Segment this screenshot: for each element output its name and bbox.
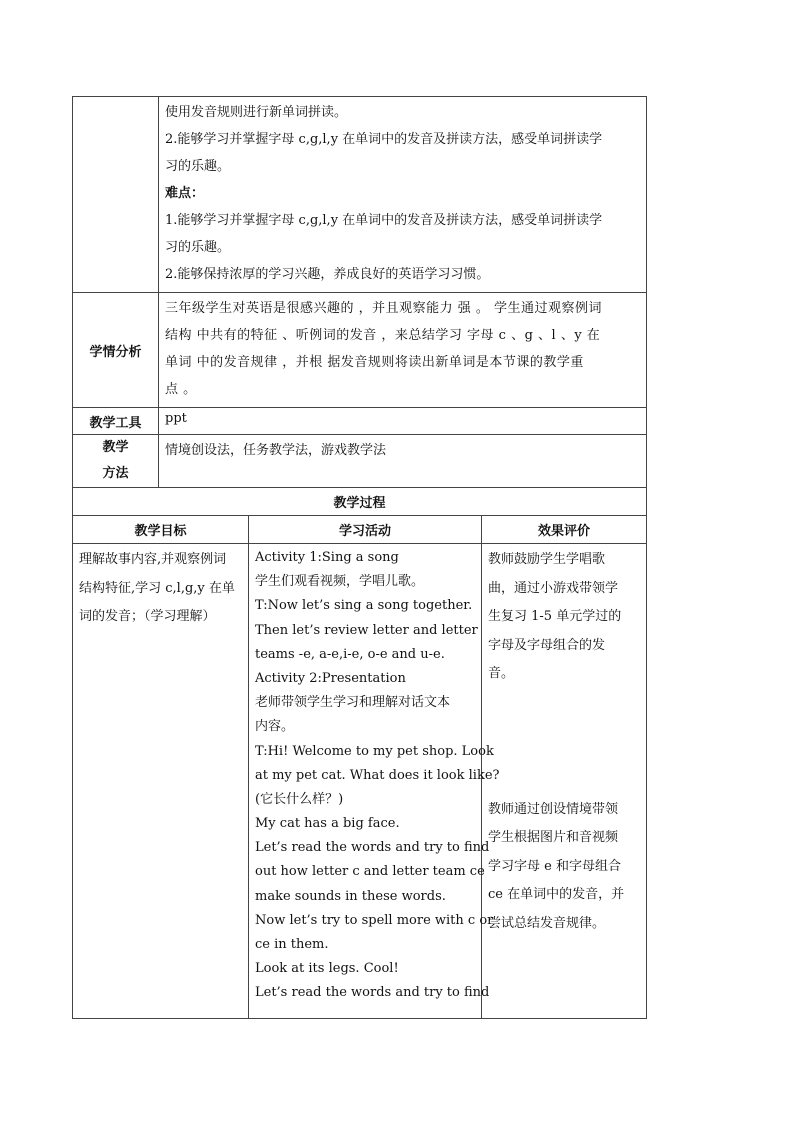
- process-body-row: [73, 544, 647, 1019]
- objectives-content: [159, 97, 647, 293]
- activity-line: make sounds in these words.: [255, 888, 446, 904]
- activity-line: T:Now let’s sing a song together.: [255, 598, 473, 614]
- eval-spacer: [488, 689, 640, 796]
- eval-line: 学习字母 e 和字母组合: [488, 858, 621, 874]
- objective-line: 1.能够学习并掌握字母 c,g,l,y 在单词中的发音及拼读方法，感受单词拼读学: [165, 213, 603, 228]
- objective-line: 习的乐趣。: [165, 240, 231, 255]
- analysis-label: 学情分析: [73, 293, 159, 408]
- tools-label: 教学工具: [73, 408, 159, 435]
- activity-line: Let’s read the words and try to find: [255, 840, 490, 856]
- activity-line: (它长什么样？): [255, 791, 344, 807]
- eval-cell: [482, 544, 647, 1019]
- activity-line: at my pet cat. What does it look like?: [255, 767, 500, 783]
- analysis-line: 结构 中共有的特征 、听例词的发音 ，来总结学习 字母 c 、g 、l 、y 在: [165, 328, 601, 343]
- method-value: 情境创设法，任务教学法，游戏教学法: [159, 435, 647, 488]
- col-activity-header: 学习活动: [249, 516, 482, 544]
- activity-cell: [249, 544, 500, 1019]
- goal-line: 理解故事内容,并观察例词: [79, 552, 227, 567]
- goal-line: 结构特征,学习 c,l,g,y 在单: [79, 580, 235, 596]
- objective-line: 使用发音规则进行新单词拼读。: [165, 105, 348, 120]
- activity-line: Let’s read the words and try to find: [255, 985, 490, 1001]
- process-header-row: [73, 516, 647, 544]
- eval-line: 生复习 1-5 单元学过的: [488, 609, 622, 624]
- eval-line: ce 在单词中的发音，并: [488, 887, 625, 902]
- analysis-content: [159, 293, 647, 408]
- lesson-plan-page: [72, 96, 646, 1019]
- col-eval-header: 效果评价: [482, 516, 647, 544]
- eval-line: 教师鼓励学生学唱歌: [488, 552, 606, 567]
- activity-line: Activity 1:Sing a song: [255, 550, 399, 565]
- activity-line: 内容。: [255, 719, 295, 735]
- activity-line: 学生们观看视频，学唱儿歌。: [255, 574, 425, 590]
- lesson-info-table: [72, 96, 647, 488]
- eval-line: 教师通过创设情境带领: [488, 801, 619, 817]
- goal-line: 词的发音；（学习理解）: [79, 609, 216, 624]
- activity-line: ce in them.: [255, 937, 329, 952]
- objective-line: 习的乐趣。: [165, 159, 231, 174]
- objectives-row: [73, 97, 647, 293]
- goal-cell: [73, 544, 249, 1019]
- process-title: 教学过程: [73, 488, 647, 516]
- tools-value: ppt: [159, 408, 647, 435]
- method-label-line-2: 方法: [102, 466, 129, 481]
- eval-line: 字母及字母组合的发: [488, 637, 606, 653]
- objective-line: 2.能够保持浓厚的学习兴趣，养成良好的英语学习习惯。: [165, 267, 490, 282]
- objectives-label-cell: [73, 97, 159, 293]
- method-row: [73, 435, 647, 488]
- activity-line: out how letter c and letter team ce: [255, 864, 485, 880]
- eval-line: 尝试总结发音规律。: [488, 915, 606, 931]
- eval-line: 曲，通过小游戏带领学: [488, 580, 619, 596]
- activity-line: Look at its legs. Cool!: [255, 961, 399, 977]
- analysis-line: 三年级学生对英语是很感兴趣的 ，并且观察能力 强 。 学生通过观察例词: [165, 301, 603, 316]
- activity-line: teams -e, a-e,i-e, o-e and u-e.: [255, 646, 445, 662]
- activity-line: My cat has a big face.: [255, 816, 400, 832]
- activity-line: Activity 2:Presentation: [255, 670, 406, 686]
- col-goal-header: 教学目标: [73, 516, 249, 544]
- eval-line: 学生根据图片和音视频: [488, 830, 619, 845]
- analysis-row: [73, 293, 647, 408]
- process-title-row: [73, 488, 647, 516]
- objective-line: 2.能够学习并掌握字母 c,g,l,y 在单词中的发音及拼读方法，感受单词拼读学: [165, 132, 603, 147]
- analysis-line: 单词 中的发音规律 ，并根 据发音规则将读出新单词是本节课的教学重: [165, 355, 584, 370]
- activity-line: 老师带领学生学习和理解对话文本: [255, 695, 451, 711]
- method-label-line-1: 教学: [102, 440, 129, 455]
- method-label-cell: [73, 435, 159, 488]
- activity-line: T:Hi! Welcome to my pet shop. Look: [255, 743, 494, 759]
- tools-row: [73, 408, 647, 435]
- process-table: [72, 488, 647, 1019]
- analysis-line: 点 。: [165, 382, 197, 397]
- eval-line: 音。: [488, 666, 515, 681]
- activity-line: Now let’s try to spell more with c or: [255, 912, 494, 928]
- activity-line: Then let’s review letter and letter: [255, 622, 478, 638]
- difficulty-heading: 难点：: [165, 186, 205, 201]
